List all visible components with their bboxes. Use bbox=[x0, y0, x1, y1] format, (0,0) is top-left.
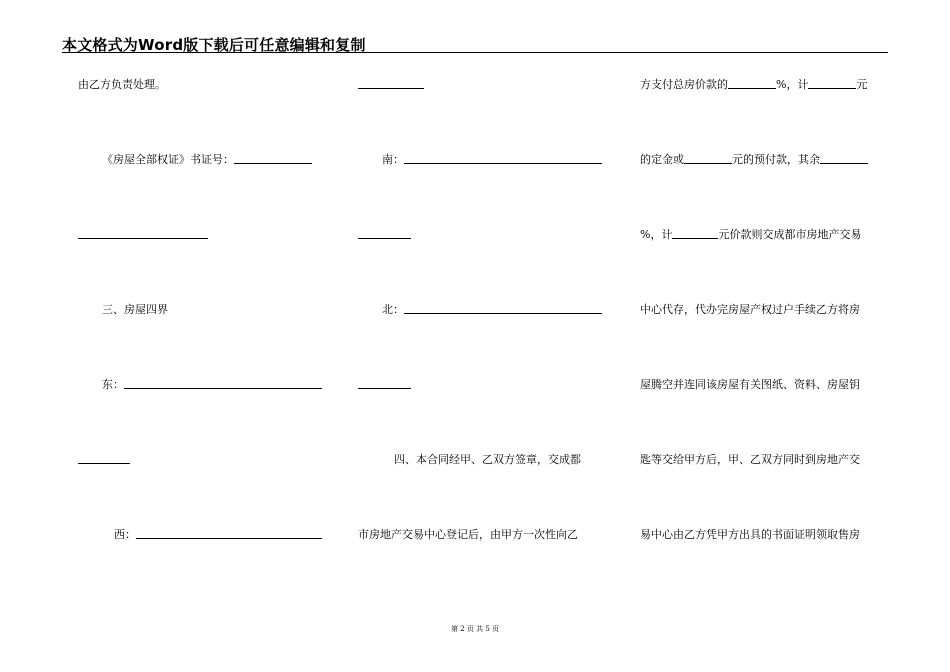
west-boundary-blank[interactable] bbox=[136, 537, 322, 539]
col3-line-2-text-b: 元的预付款，其余 bbox=[732, 153, 820, 166]
col1-line-6 bbox=[78, 453, 130, 467]
south-boundary-blank[interactable] bbox=[404, 162, 602, 164]
col3-line-3 bbox=[640, 228, 861, 242]
north-boundary-blank-cont[interactable] bbox=[358, 387, 411, 389]
south-label: 南： bbox=[382, 153, 404, 166]
col3-line-5: 屋腾空并连同该房屋有关图纸、资料、房屋钥 bbox=[640, 378, 860, 391]
north-boundary-blank[interactable] bbox=[404, 312, 602, 314]
col3-line-6: 匙等交给甲方后，甲、乙双方同时到房地产交 bbox=[640, 453, 860, 466]
south-boundary-blank-cont[interactable] bbox=[358, 237, 411, 239]
col1-line-2 bbox=[102, 153, 312, 167]
east-boundary-blank[interactable] bbox=[124, 387, 322, 389]
west-label: 西： bbox=[114, 528, 136, 541]
col1-line-1: 由乙方负责处理。 bbox=[78, 78, 166, 91]
col1-line-7 bbox=[114, 528, 322, 542]
deposit-amount-blank[interactable] bbox=[808, 87, 856, 89]
certificate-number-blank-cont[interactable] bbox=[78, 237, 208, 239]
east-boundary-blank-cont[interactable] bbox=[78, 462, 130, 464]
col3-line-4: 中心代存，代办完房屋产权过户手续乙方将房 bbox=[640, 303, 860, 316]
col3-line-1-text-b: %，计 bbox=[776, 78, 809, 91]
remaining-percent-blank[interactable] bbox=[820, 162, 868, 164]
col3-line-2-text-a: 的定金或 bbox=[640, 153, 684, 166]
header-rule bbox=[62, 52, 888, 53]
col1-line-5 bbox=[102, 378, 322, 392]
col2-line-5 bbox=[358, 378, 411, 392]
col2-line-4 bbox=[382, 303, 602, 317]
col3-line-3-text-a: %，计 bbox=[640, 228, 673, 241]
section-four-line-2: 市房地产交易中心登记后，由甲方一次性向乙 bbox=[358, 528, 578, 541]
page-header-title: 本文格式为Word版下载后可任意编辑和复制 bbox=[62, 36, 366, 54]
col1-line-3 bbox=[78, 228, 208, 242]
section-three-heading: 三、房屋四界 bbox=[102, 303, 168, 316]
col3-line-1-text-a: 方支付总房价款的 bbox=[640, 78, 728, 91]
col3-line-7: 易中心由乙方凭甲方出具的书面证明领取售房 bbox=[640, 528, 860, 541]
page-number-footer: 第 2 页 共 5 页 bbox=[450, 625, 500, 633]
certificate-number-label: 《房屋全部权证》书证号： bbox=[102, 153, 234, 166]
col3-line-1 bbox=[640, 78, 867, 92]
east-label: 东： bbox=[102, 378, 124, 391]
col3-line-1-text-c: 元 bbox=[856, 78, 868, 91]
col2-line-1 bbox=[358, 78, 424, 92]
north-label: 北： bbox=[382, 303, 404, 316]
col3-line-3-text-b: 元价款则交成都市房地产交易 bbox=[718, 228, 862, 241]
certificate-number-blank[interactable] bbox=[234, 162, 312, 164]
prepayment-amount-blank[interactable] bbox=[684, 162, 732, 164]
remaining-amount-blank[interactable] bbox=[672, 237, 718, 239]
west-boundary-blank-cont[interactable] bbox=[358, 87, 424, 89]
section-four-line-1: 四、本合同经甲、乙双方签章，交成都 bbox=[394, 453, 581, 466]
deposit-percent-blank[interactable] bbox=[728, 87, 776, 89]
col2-line-2 bbox=[382, 153, 602, 167]
col2-line-3 bbox=[358, 228, 411, 242]
col3-line-2 bbox=[640, 153, 868, 167]
